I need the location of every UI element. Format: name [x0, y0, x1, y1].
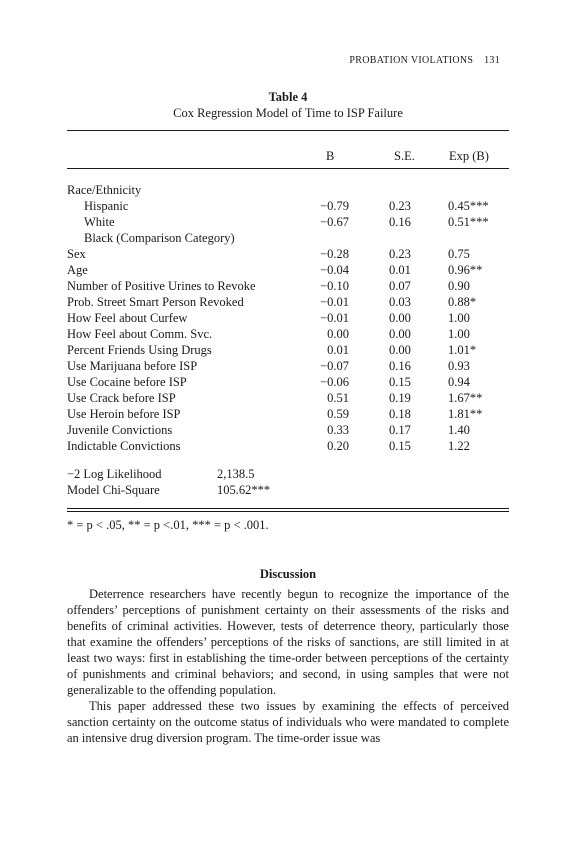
cell-se: 0.16 [389, 359, 411, 373]
cell-exp-b: 1.22 [448, 439, 470, 453]
cell-se: 0.00 [389, 343, 411, 357]
model-fit-block [67, 466, 367, 498]
cell-b: 0.51 [327, 391, 349, 405]
cell-se: 0.19 [389, 391, 411, 405]
cell-b: 0.00 [327, 327, 349, 341]
cell-exp-b: 1.01* [448, 343, 477, 357]
fit-label: Model Chi-Square [67, 483, 160, 497]
row-label: How Feel about Comm. Svc. [67, 327, 213, 341]
fit-value: 105.62*** [217, 483, 271, 497]
cell-exp-b: 0.88* [448, 295, 477, 309]
cell-se: 0.16 [389, 215, 411, 229]
cell-exp-b: 0.90 [448, 279, 470, 293]
column-header-se: S.E. [394, 149, 415, 163]
cell-se: 0.23 [389, 199, 411, 213]
row-label: Percent Friends Using Drugs [67, 343, 212, 357]
cell-se: 0.17 [389, 423, 411, 437]
cell-se: 0.18 [389, 407, 411, 421]
table-row [67, 422, 509, 438]
table-significance-note: * = p < .05, ** = p <.01, *** = p < .001. [67, 518, 269, 532]
table-bottom-rule-double [67, 511, 509, 512]
table-header-rule [67, 168, 509, 169]
cell-exp-b: 1.40 [448, 423, 470, 437]
cell-b: −0.67 [320, 215, 349, 229]
cell-exp-b: 1.00 [448, 327, 470, 341]
cell-se: 0.15 [389, 375, 411, 389]
row-label: Age [67, 263, 88, 277]
table-row [67, 262, 509, 278]
cell-se: 0.01 [389, 263, 411, 277]
table-row [67, 374, 509, 390]
fit-label: −2 Log Likelihood [67, 467, 162, 481]
cell-se: 0.23 [389, 247, 411, 261]
row-label: Race/Ethnicity [67, 183, 142, 197]
table-row [67, 342, 509, 358]
cell-se: 0.15 [389, 439, 411, 453]
column-header-exp: Exp (B) [449, 149, 489, 163]
cell-b: −0.06 [320, 375, 349, 389]
table-row [67, 438, 509, 454]
cell-b: 0.33 [327, 423, 349, 437]
table-row [67, 326, 509, 342]
table-row [67, 214, 509, 230]
cell-exp-b: 0.94 [448, 375, 470, 389]
cell-b: −0.28 [320, 247, 349, 261]
table-row [67, 182, 509, 198]
cell-b: −0.04 [320, 263, 349, 277]
cell-b: −0.01 [320, 311, 349, 325]
row-label: Number of Positive Urines to Revoke [67, 279, 256, 293]
page-number: 131 [484, 55, 500, 66]
fit-row-log-likelihood [67, 466, 367, 482]
cell-se: 0.07 [389, 279, 411, 293]
paragraph: This paper addressed these two issues by examining the effects of perceived sanction certainty on the outcome status of individuals who were mandated to complete an intensive drug diversion program. The time-order issue was [67, 699, 509, 745]
cell-se: 0.00 [389, 327, 411, 341]
row-label: How Feel about Curfew [67, 311, 188, 325]
row-label: Indictable Convictions [67, 439, 181, 453]
row-label: Juvenile Convictions [67, 423, 173, 437]
cell-b: 0.20 [327, 439, 349, 453]
running-head-title: PROBATION VIOLATIONS [349, 55, 474, 66]
table-row [67, 294, 509, 310]
cell-exp-b: 0.45*** [448, 199, 489, 213]
column-header-b: B [326, 149, 335, 163]
cell-b: 0.59 [327, 407, 349, 421]
row-label: Use Marijuana before ISP [67, 359, 198, 373]
table-row [67, 390, 509, 406]
row-label: Prob. Street Smart Person Revoked [67, 295, 244, 309]
running-head [349, 55, 500, 66]
table-row [67, 198, 509, 214]
row-label: Black (Comparison Category) [84, 231, 235, 245]
cell-exp-b: 1.67** [448, 391, 483, 405]
row-label: Sex [67, 247, 86, 261]
cell-exp-b: 1.00 [448, 311, 470, 325]
table-title: Table 4 [268, 90, 308, 104]
table-row [67, 310, 509, 326]
cell-exp-b: 0.93 [448, 359, 470, 373]
table-body [67, 182, 509, 454]
row-label: Use Crack before ISP [67, 391, 176, 405]
row-label: Hispanic [84, 199, 129, 213]
row-label: Use Heroin before ISP [67, 407, 181, 421]
table-bottom-rule [67, 508, 509, 509]
cell-exp-b: 0.51*** [448, 215, 489, 229]
cell-b: 0.01 [327, 343, 349, 357]
table-row [67, 406, 509, 422]
fit-value: 2,138.5 [217, 467, 255, 481]
table-top-rule [67, 130, 509, 131]
fit-row-chi-square [67, 482, 367, 498]
cell-exp-b: 0.75 [448, 247, 470, 261]
table-caption: Cox Regression Model of Time to ISP Failure [173, 106, 403, 120]
section-heading: Discussion [259, 567, 317, 581]
cell-b: −0.01 [320, 295, 349, 309]
table-row [67, 230, 509, 246]
table-row [67, 278, 509, 294]
row-label: White [84, 215, 115, 229]
cell-se: 0.00 [389, 311, 411, 325]
paragraph: Deterrence researchers have recently begun to recognize the importance of the offenders’ perceptions of punishment certainty on their assessments of the risks and benefits of criminal activities. However, tests of deterrence theory, particularly those that examine the offenders’ perceptions of the risks of sanctions, are still limited in at least two ways: first in establishing the time-order between perceptions of the certainty of punishments and criminal behaviors; and second, in using samples that were not generalizable to the offending population. [67, 587, 509, 697]
table-row [67, 358, 509, 374]
cell-se: 0.03 [389, 295, 411, 309]
row-label: Use Cocaine before ISP [67, 375, 187, 389]
table-row [67, 246, 509, 262]
cell-b: −0.79 [320, 199, 349, 213]
cell-b: −0.10 [320, 279, 349, 293]
discussion-body [67, 586, 509, 746]
cell-exp-b: 1.81** [448, 407, 483, 421]
cell-b: −0.07 [320, 359, 349, 373]
cell-exp-b: 0.96** [448, 263, 483, 277]
